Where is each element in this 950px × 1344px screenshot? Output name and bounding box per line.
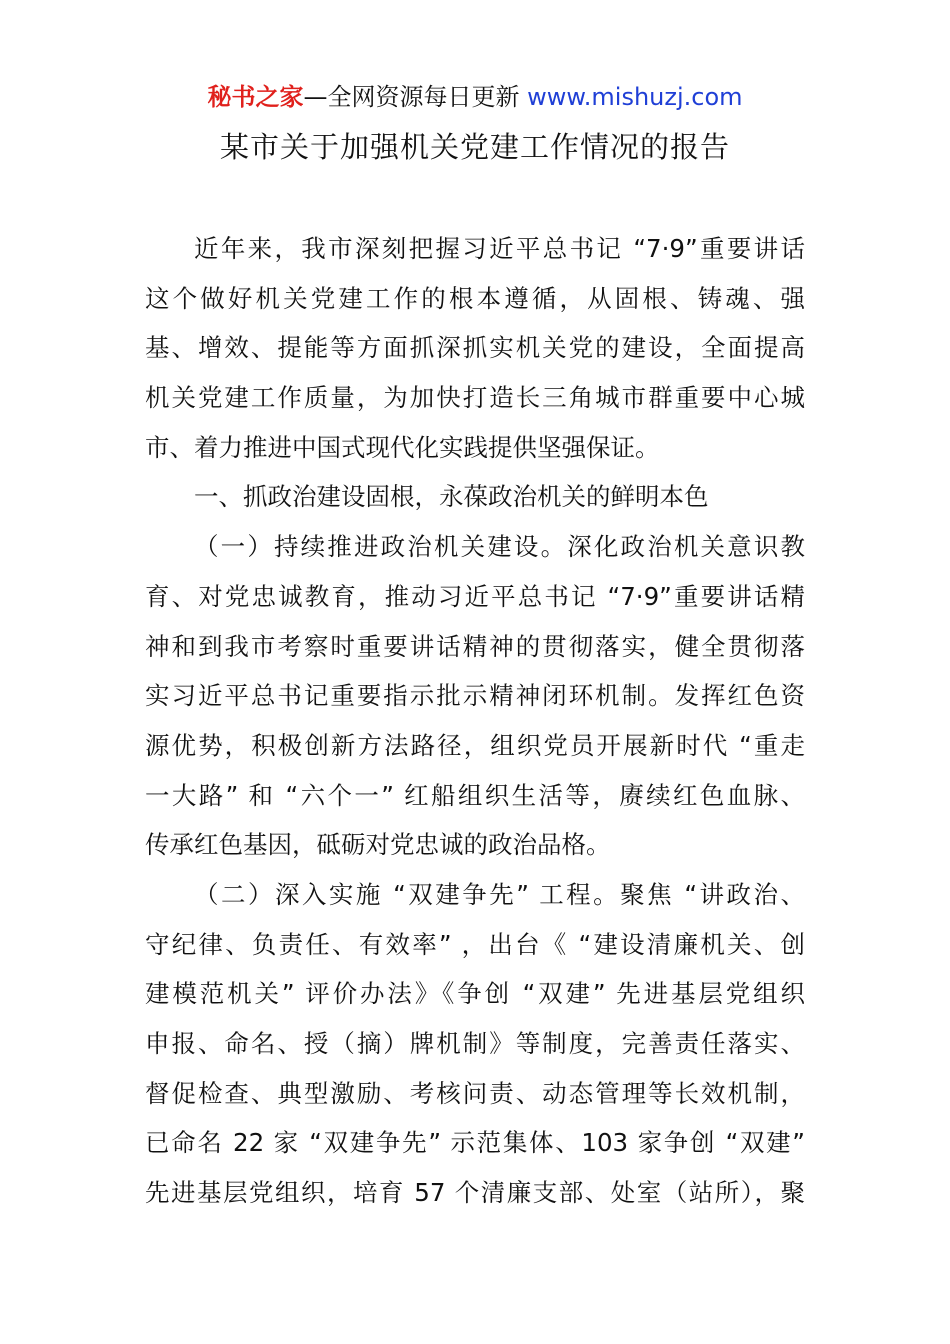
body-line: 一大路” 和 “六个一” 红船组织生活等，赓续红色血脉、 <box>145 780 805 810</box>
body-line: 建模范机关” 评价办法》《争创 “双建” 先进基层党组织 <box>145 979 805 1009</box>
body-line: 源优势，积极创新方法路径，组织党员开展新时代 “重走 <box>145 730 805 760</box>
body-line: 近年来，我市深刻把握习近平总书记 “7·9”重要讲话 <box>194 234 805 263</box>
body-line: 育、对党忠诚教育，推动习近平总书记 “7·9”重要讲话精 <box>145 581 805 611</box>
site-header <box>0 82 950 112</box>
site-url-link[interactable]: www.mishuzj.com <box>527 83 743 111</box>
body-line: 已命名 22 家 “双建争先” 示范集体、103 家争创 “双建” <box>145 1128 805 1158</box>
body-line: 督促检查、典型激励、考核问责、动态管理等长效机制， <box>145 1078 805 1108</box>
body-line: 市、着力推进中国式现代化实践提供坚强保证。 <box>145 432 660 462</box>
body-line: 传承红色基因，砥砺对党忠诚的政治品格。 <box>145 830 611 860</box>
document-body <box>145 224 805 1218</box>
document-title: 某市关于加强机关党建工作情况的报告 <box>219 130 730 164</box>
body-line: （二）深入实施 “双建争先” 工程。聚焦 “讲政治、 <box>194 879 805 909</box>
body-line: 实习近平总书记重要指示批示精神闭环机制。发挥红色资 <box>145 681 805 711</box>
body-line: 守纪律、负责任、有效率” ，出台《 “建设清廉机关、创 <box>145 929 805 959</box>
body-line: 申报、命名、授（摘）牌机制》等制度，完善责任落实、 <box>145 1029 805 1058</box>
body-line: 神和到我市考察时重要讲话精神的贯彻落实，健全贯彻落 <box>145 631 805 661</box>
body-line: 先进基层党组织，培育 57 个清廉支部、处室（站所），聚 <box>145 1178 805 1208</box>
body-line: 机关党建工作质量，为加快打造长三角城市群重要中心城 <box>145 383 805 413</box>
body-line: （一）持续推进政治机关建设。深化政治机关意识教 <box>194 532 805 562</box>
header-tagline: —全网资源每日更新 <box>303 83 528 111</box>
body-line: 这个做好机关党建工作的根本遵循，从固根、铸魂、强 <box>145 283 805 313</box>
body-line: 基、增效、提能等方面抓深抓实机关党的建设，全面提高 <box>145 333 805 363</box>
section-heading: 一、抓政治建设固根，永葆政治机关的鲜明本色 <box>194 482 709 512</box>
brand-name: 秘书之家 <box>207 83 304 111</box>
